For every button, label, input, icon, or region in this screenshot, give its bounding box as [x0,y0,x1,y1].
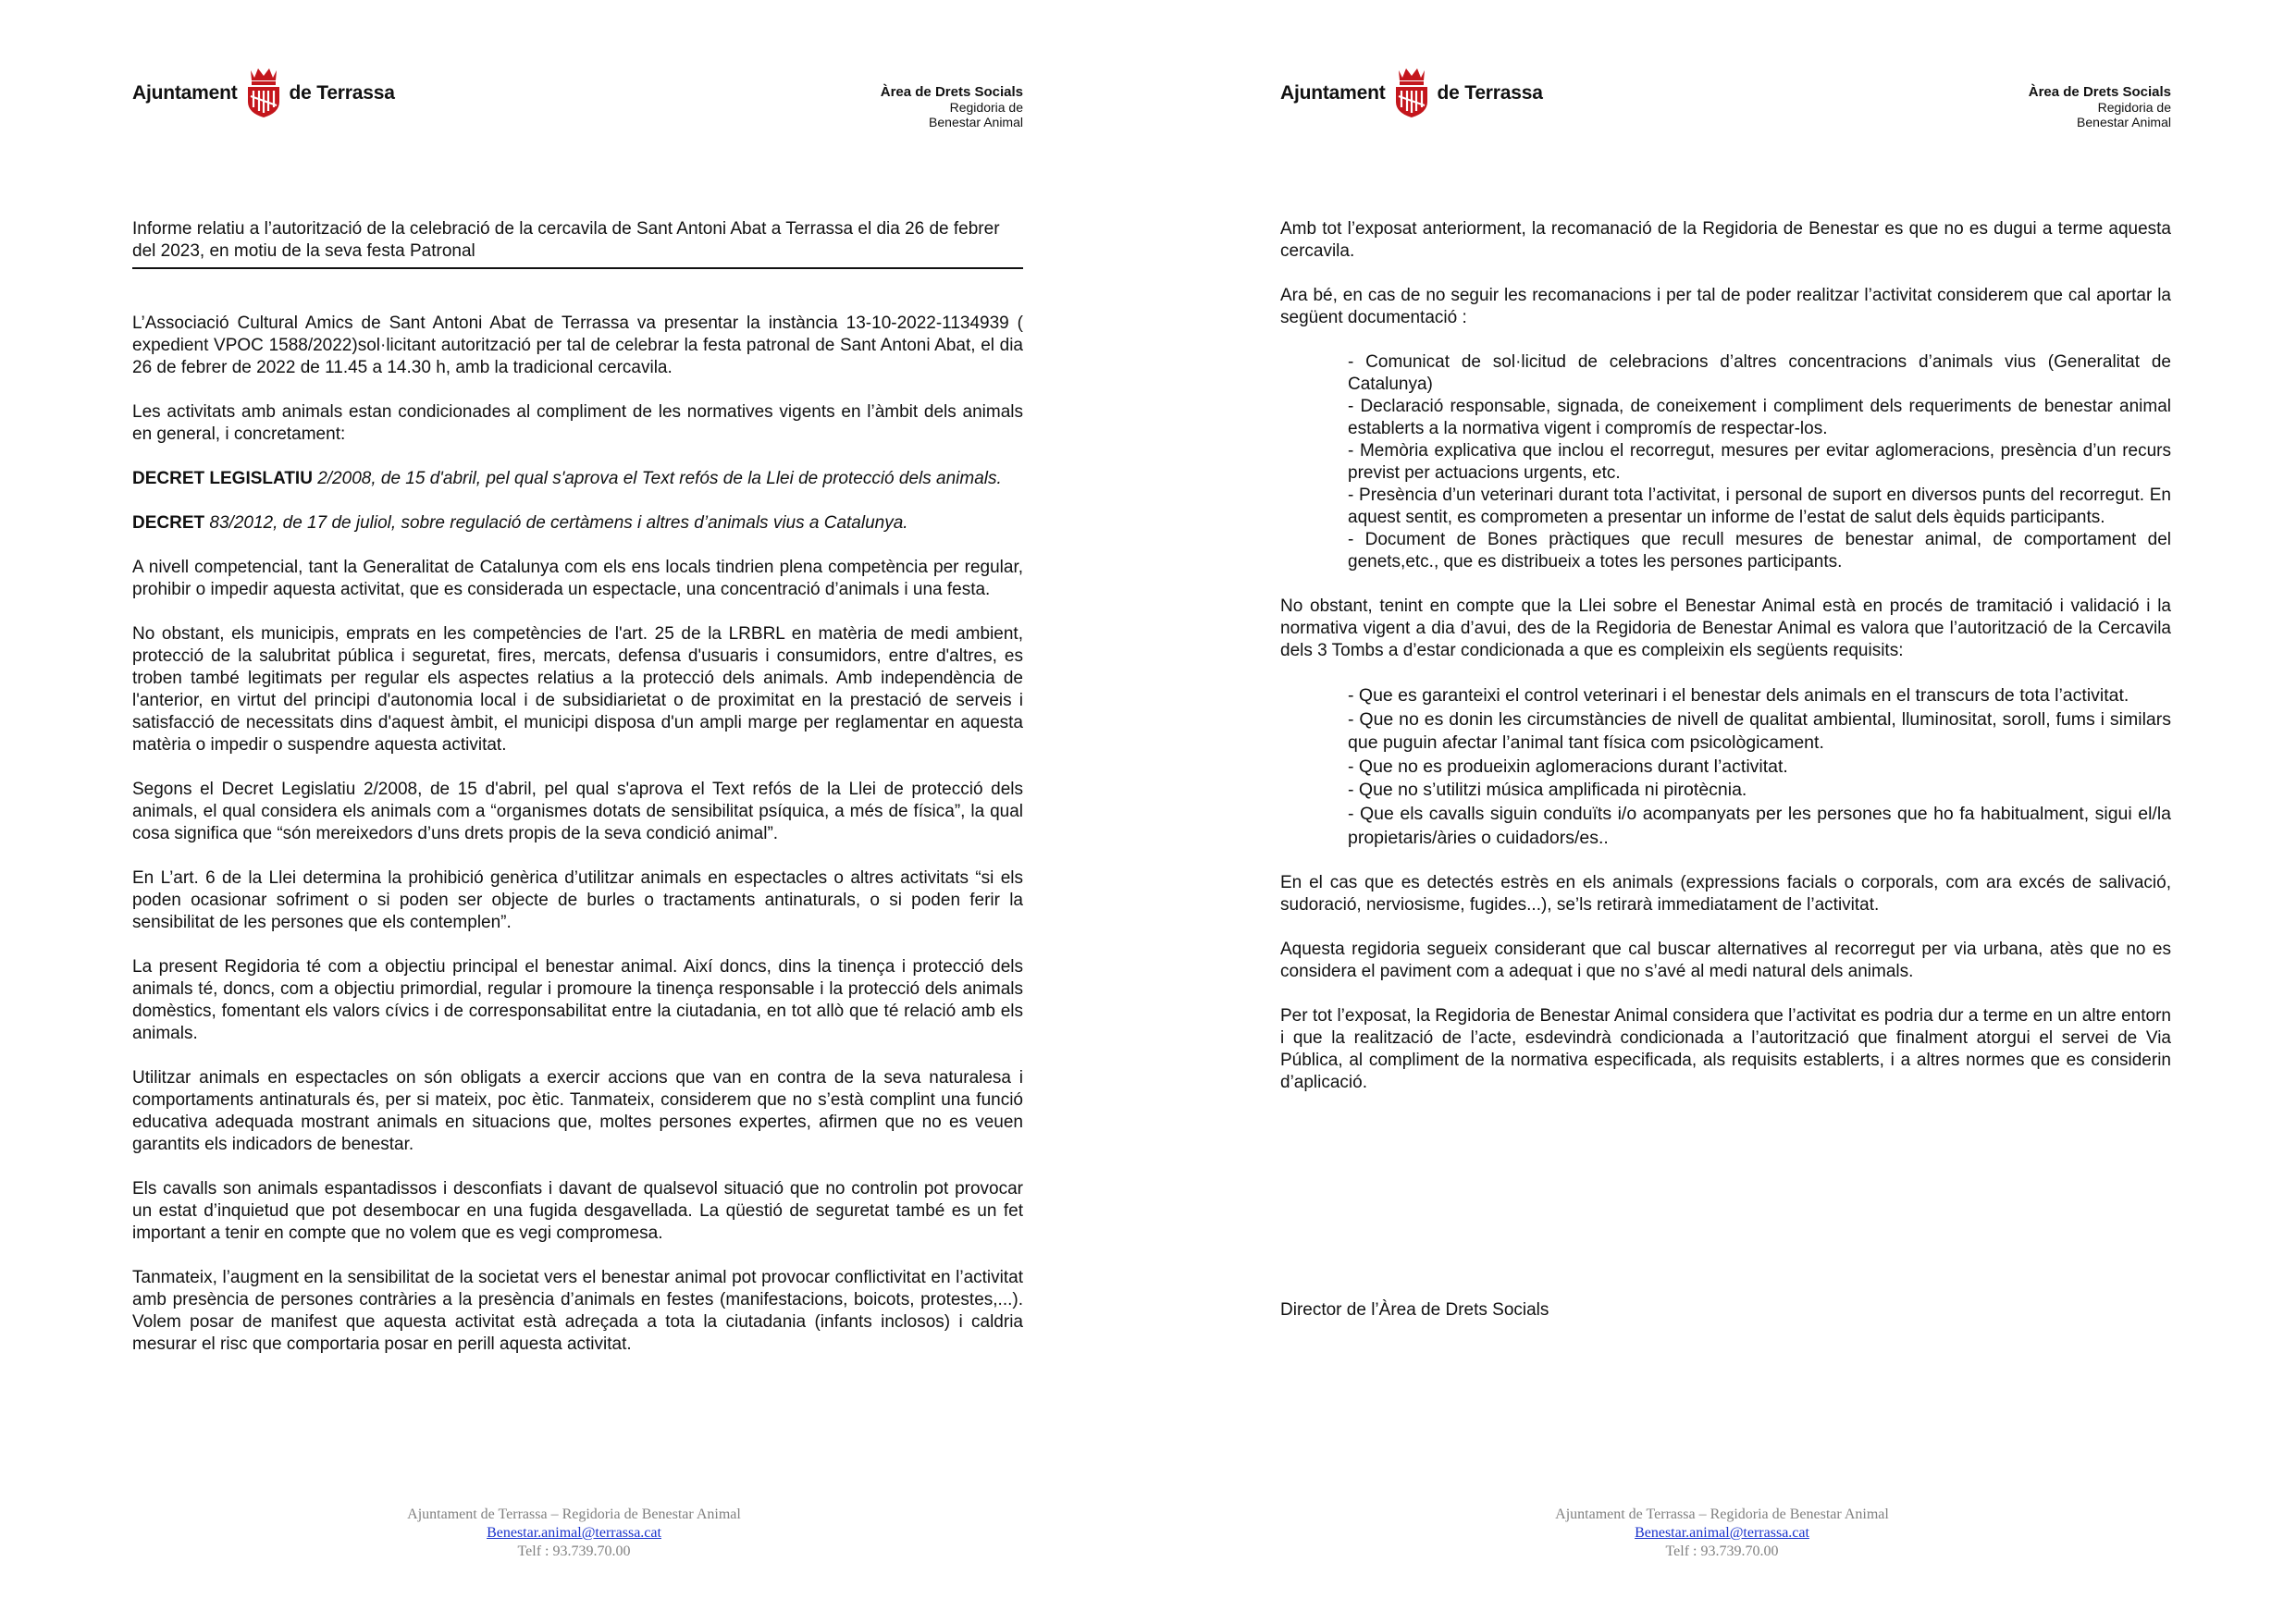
area-title: Àrea de Drets Socials [2028,84,2171,100]
paragraph: No obstant, tenint en compte que la Llei sobre el Benestar Animal està en procés de tramitació i validació i la normativa vigent a dia d’avui, des de la Regidoria de Benestar Animal es valora que l’autorització de la Cercavila dels 3 Tombs a d’estar condicionada a que es compleixin els següents requisits: [1280,596,2171,660]
department-header [2029,85,2171,129]
page-footer [0,1506,1148,1561]
paragraph: En el cas que es detectés estrès en els animals (expressions facials o corporals, com ara excés de salivació, sudoració, nerviosisme, fugides...), se’ls retirarà immediatament de l’activitat. [1280,873,2171,916]
paragraph: A nivell competencial, tant la Generalitat de Catalunya com els ens locals tindrien plena competència per regular, prohibir o impedir aquesta activitat, que es considerada un espectacle, una concentració d’animals i una festa. [132,558,1023,599]
terrassa-crest-icon [1393,65,1430,123]
logo-left-text: Ajuntament [1280,82,1386,104]
decret-label: DECRET LEGISLATIU [132,469,313,488]
paragraph: Els cavalls son animals espantadissos i desconfiats i davant de qualsevol situació que no controlin pot provocar un estat d’inquietud que pot desembocar en una fugida desgavellada. La qüestió de seguretat també es un fet important a tenir en compte que no volem que es vegi compromesa. [132,1179,1023,1243]
regidoria-line2: Benestar Animal [2077,115,2171,129]
list-item: - Declaració responsable, signada, de coneixement i compliment dels requeriments de benestar animal establerts a la normativa vigent i compromís de respectar-los. [1348,397,2171,438]
decret-text: 2/2008, de 15 d'abril, pel qual s'aprova el Text refós de la Llei de protecció dels animals. [312,469,1002,488]
report-subject: Informe relatiu a l’autorització de la celebració de la cercavila de Sant Antoni Abat a Terrassa el dia 26 de febrer del 2023, en motiu de la seva festa Patronal [132,218,1023,269]
paragraph: Utilitzar animals en espectacles on són obligats a exercir accions que van en contra de la seva naturalesa i comportaments antinaturals és, per si mateix, poc ètic. Tanmateix, considerem que no s’està complint una funció educativa adequada mostrant animals en situacions que, moltes persones expertes, afirmen que no es veuen garantits els indicadors de benestar. [132,1068,1023,1154]
requirements-list [1348,684,2171,850]
paragraph: No obstant, els municipis, emprats en les competències de l'art. 25 de la LRBRL en matèria de medi ambient, protecció de la salubritat pública i seguretat, fires, mercats, defensa d'usuaris i consumidors, entre d'altres, es troben també legitimats per regular els aspectes relatius a la protecció dels animals. Amb independència de l'anterior, en virtut del principi d'autonomia local i de subsidiarietat o de proximitat en la prestació de serveis i satisfacció de necessitats dins d'aquest àmbit, el municipi disposa d'un ampli marge per reglamentar en aquesta matèria o impedir o suspendre aquesta activitat. [132,624,1023,755]
ajuntament-logo [1280,65,1543,122]
logo-right-text: de Terrassa [289,82,395,104]
list-item: - Memòria explicativa que inclou el recorregut, mesures per evitar aglomeracions, presència d’un recurs previst per actuacions urgents, etc. [1348,441,2171,483]
list-item: - Que es garanteixi el control veterinari i el benestar dels animals en el transcurs de tota l’activitat. [1348,685,2129,706]
ajuntament-logo [132,65,395,122]
page2-body [1280,218,2171,1116]
paragraph: Ara bé, en cas de no seguir les recomanacions i per tal de poder realitzar l’activitat considerem que cal aportar la següent documentació : [1280,286,2171,327]
regidoria-line1: Regidoria de [2097,100,2171,115]
footer-email-link[interactable]: Benestar.animal@terrassa.cat [1635,1525,1809,1541]
decret-label: DECRET [132,513,205,533]
paragraph: Les activitats amb animals estan condicionades al compliment de les normatives vigents en l’àmbit dels animals en general, i concretament: [132,402,1023,444]
list-item: - Comunicat de sol·licitud de celebracions d’altres concentracions d’animals vius (Generalitat de Catalunya) [1348,352,2171,394]
decret-text: 83/2012, de 17 de juliol, sobre regulació de certàmens i altres d’animals vius a Catalunya. [204,513,908,533]
list-item: - Document de Bones pràctiques que recull mesures de benestar animal, de comportament del genets,etc., que es distribueix a totes les persones participants. [1348,530,2171,572]
logo-left-text: Ajuntament [132,82,238,104]
page1-body [132,313,1023,1378]
signature-line: Director de l’Àrea de Drets Socials [1280,1300,1549,1320]
list-item: - Que no es donin les circumstàncies de nivell de qualitat ambiental, lluminositat, soroll, fums i similars que puguin afectar l’animal tant física com psicològicament. [1348,708,2171,754]
paragraph: Aquesta regidoria segueix considerant que cal buscar alternatives al recorregut per via urbana, atès que no es considera el paviment com a adequat i que no s’avé al medi natural dels animals. [1280,940,2171,982]
paragraph: Amb tot l’exposat anteriorment, la recomanació de la Regidoria de Benestar es que no es dugui a terme aquesta cercavila. [1280,219,2171,261]
paragraph: Tanmateix, l’augment en la sensibilitat de la societat vers el benestar animal pot provocar conflictivitat en l’activitat amb presència de persones contràries a la presència d’animals en festes (manifestacions, boicots, protestes,...). Volem posar de manifest que aquesta activitat està adreçada a tota la ciutadania (infants inclosos) i caldria mesurar el risc que comportaria posar en perill aquesta activitat. [132,1268,1023,1354]
paragraph: La present Regidoria té com a objectiu principal el benestar animal. Així doncs, dins la tinença i protecció dels animals té, doncs, com a objectiu primordial, regular i promoure la tinença responsable i la protecció dels animals domèstics, fomentant els valors cívics i de corresponsabilitat entre la ciutadania, en tot allò que té relació amb els animals. [132,957,1023,1043]
list-item: - Que no es produeixin aglomeracions durant l’activitat. [1348,756,1788,777]
footer-org: Ajuntament de Terrassa – Regidoria de Benestar Animal [407,1506,741,1522]
footer-email-link[interactable]: Benestar.animal@terrassa.cat [487,1525,661,1541]
terrassa-crest-icon [245,65,282,123]
department-header [881,85,1023,129]
list-item: - Que els cavalls siguin conduïts i/o acompanyats per les persones que ho fa habitualment, sigui el/la propietaris/àries o cuidadors/es.. [1348,803,2171,848]
page-footer [1148,1506,2296,1561]
paragraph: Segons el Decret Legislatiu 2/2008, de 15 d'abril, pel qual s'aprova el Text refós de la Llei de protecció dels animals, el qual considera els animals com a “organismes dotats de sensibilitat psíquica, a més de física”, la qual cosa significa que “són mereixedors d’uns drets propis de la seva condició animal”. [132,780,1023,843]
regidoria-line2: Benestar Animal [929,115,1023,129]
paragraph: L’Associació Cultural Amics de Sant Antoni Abat de Terrassa va presentar la instància 13-10-2022-1134939 ( expedient VPOC 1588/2022)sol·licitant autorització per tal de celebrar la festa patronal de Sant Antoni Abat, el dia 26 de febrer de 2022 de 11.45 a 14.30 h, amb la tradicional cercavila. [132,314,1023,377]
logo-right-text: de Terrassa [1437,82,1543,104]
footer-org: Ajuntament de Terrassa – Regidoria de Benestar Animal [1555,1506,1889,1522]
decret [132,512,1023,535]
list-item: - Que no s’utilitzi música amplificada ni pirotècnia. [1348,780,1747,801]
paragraph: En L’art. 6 de la Llei determina la prohibició genèrica d’utilitzar animals en espectacles o altres activitats “si els poden ocasionar sofriment o si poden ser objecte de burles o tractaments antinaturals, o si poden ferir la sensibilitat de les persones que els contemplen”. [132,868,1023,932]
list-item: - Presència d’un veterinari durant tota l’activitat, i personal de suport en diversos punts del recorregut. En aquest sentit, es comprometen a presentar un informe de l’estat de salut dels èquids participants. [1348,486,2171,527]
paragraph: Per tot l’exposat, la Regidoria de Benestar Animal considera que l’activitat es podria dur a terme en un altre entorn i que la realització de l’acte, esdevindrà condicionada a l’autorització que finalment atorgui el servei de Via Pública, al compliment de la normativa especificada, als requisits establerts, i a altres normes que es considerin d’aplicació. [1280,1006,2171,1093]
document-page-2 [1148,0,2296,1623]
footer-phone: Telf : 93.739.70.00 [1665,1543,1779,1559]
documentation-list [1348,351,2171,573]
area-title: Àrea de Drets Socials [880,84,1023,100]
decret-legislatiu [132,468,1023,490]
footer-phone: Telf : 93.739.70.00 [517,1543,631,1559]
regidoria-line1: Regidoria de [949,100,1023,115]
